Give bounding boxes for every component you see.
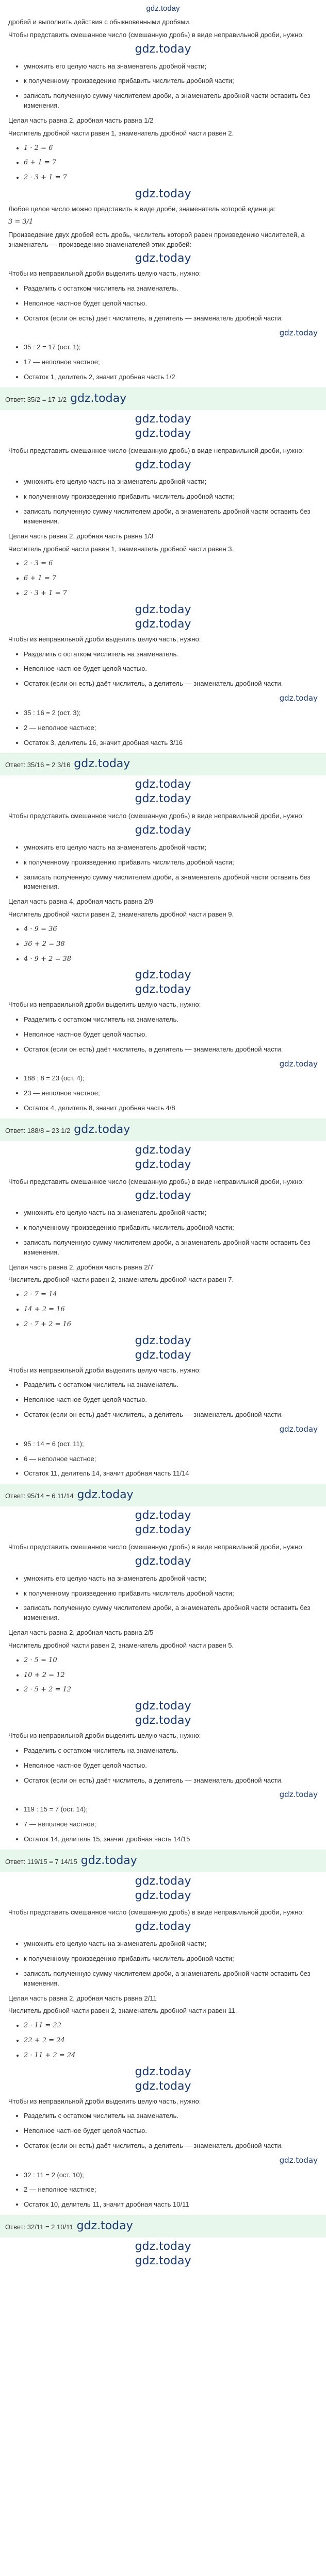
calc-steps: [8, 2021, 318, 2061]
watermark-line: [8, 2253, 318, 2269]
division-step: • 6 — неполное частное;: [24, 1454, 318, 1464]
division-step: • 2 — неполное частное;: [24, 2185, 318, 2195]
answer-box: [0, 1118, 326, 1141]
watermark-line: [8, 1713, 318, 1729]
extract-step: • Остаток (если он есть) даёт числитель, а делитель — знаменатель дробной части.: [24, 2141, 318, 2151]
watermark: gdz.today: [70, 1123, 131, 1136]
watermark: gdz.today: [135, 792, 191, 806]
watermark-line: [8, 2155, 318, 2166]
watermark-line: [8, 186, 318, 202]
watermark-line: [8, 1522, 318, 1538]
section-block: [5, 1908, 318, 2269]
section-block: [5, 446, 318, 807]
watermark-line: [8, 1347, 318, 1364]
watermark: gdz.today: [135, 969, 191, 982]
calc-step: • 36 + 2 = 38: [24, 940, 318, 950]
division-step: • 7 — неполное частное;: [24, 1820, 318, 1829]
watermark: gdz.today: [135, 1509, 191, 1522]
extract-step: • Разделить с остатком числитель на знаменатель.: [24, 1380, 318, 1390]
watermark-line: [8, 693, 318, 704]
watermark-line: [8, 2078, 318, 2095]
watermark: gdz.today: [135, 412, 191, 426]
watermark-line: [8, 1424, 318, 1435]
extract-intro: Чтобы из неправильной дроби выделить целую часть, нужно:: [8, 635, 201, 643]
rule-step: • умножить его целую часть на знаменатель дробной части;: [24, 62, 318, 72]
extract-step: • Остаток (если он есть) даёт числитель, а делитель — знаменатель дробной части.: [24, 314, 318, 324]
watermark: gdz.today: [135, 778, 191, 791]
rule-step: • к полученному произведению прибавить числитель дробной части;: [24, 858, 318, 868]
watermark: gdz.today: [73, 1488, 134, 1502]
fraction-parts: Числитель дробной части равен 1, знаменатель дробной части равен 3.: [8, 545, 234, 553]
rule-steps: [8, 1939, 318, 1988]
calc-step: • 1 · 2 = 6: [24, 144, 318, 154]
watermark: gdz.today: [135, 458, 191, 471]
division-steps: [8, 2171, 318, 2210]
top-watermark: gdz.today: [146, 4, 180, 13]
watermark: gdz.today: [279, 2155, 318, 2165]
rule-step: • к полученному произведению прибавить числитель дробной части;: [24, 492, 318, 502]
conversion-equation: 3 = 3/1: [8, 217, 34, 226]
rule-steps: [8, 1208, 318, 1257]
answer-box: [0, 387, 326, 410]
extract-step: • Разделить с остатком числитель на знаменатель.: [24, 650, 318, 659]
extract-step: • Разделить с остатком числитель на знаменатель.: [24, 1015, 318, 1025]
watermark-line: [8, 822, 318, 839]
answer-box: [0, 2215, 326, 2238]
division-step: • 23 — неполное частное;: [24, 1089, 318, 1098]
extract-step: • Разделить с остатком числитель на знаменатель.: [24, 284, 318, 294]
calc-steps: [8, 925, 318, 964]
watermark: gdz.today: [135, 1334, 191, 1347]
extract-intro: Чтобы из неправильной дроби выделить целую часть, нужно:: [8, 2097, 201, 2105]
division-step: • Остаток 1, делитель 2, значит дробная часть 1/2: [24, 372, 318, 382]
watermark: gdz.today: [135, 1143, 191, 1157]
rule-steps: [8, 477, 318, 526]
division-step: • Остаток 3, делитель 16, значит дробная часть 3/16: [24, 738, 318, 748]
rule-step: • умножить его целую часть на знаменатель дробной части;: [24, 843, 318, 853]
rule-step: • к полученному произведению прибавить числитель дробной части;: [24, 76, 318, 86]
section-block: [5, 1177, 318, 1538]
division-step: • 35 : 2 = 17 (ост. 1);: [24, 343, 318, 352]
watermark: gdz.today: [135, 1920, 191, 1934]
extract-step: • Остаток (если он есть) даёт числитель, а делитель — знаменатель дробной части.: [24, 1776, 318, 1786]
section-block: [5, 30, 318, 442]
section-block: [5, 1543, 318, 1904]
watermark: gdz.today: [77, 1854, 137, 1867]
watermark-line: [8, 1888, 318, 1904]
extract-steps: [8, 1380, 318, 1420]
watermark: gdz.today: [135, 427, 191, 440]
calc-step: • 2 · 3 + 1 = 7: [24, 173, 318, 183]
extract-step: • Остаток (если он есть) даёт числитель, а делитель — знаменатель дробной части.: [24, 679, 318, 689]
extract-steps: [8, 2111, 318, 2151]
extract-step: • Неполное частное будет целой частью.: [24, 1030, 318, 1040]
calc-step: • 4 · 9 + 2 = 38: [24, 955, 318, 964]
answer-text: Ответ: 188/8 = 23 1/2: [5, 1126, 71, 1134]
watermark-line: [8, 1188, 318, 1204]
watermark: gdz.today: [279, 1425, 318, 1434]
mixed-description: Целая часть равна 2, дробная часть равна 2/11: [8, 1994, 157, 2002]
watermark: gdz.today: [135, 1554, 191, 1568]
watermark: gdz.today: [135, 1158, 191, 1171]
rule-steps: [8, 1574, 318, 1623]
watermark: gdz.today: [135, 1189, 191, 1202]
watermark: gdz.today: [135, 2254, 191, 2267]
watermark-line: [8, 457, 318, 473]
intro-text: дробей и выполнить действия с обыкновенными дробями.: [8, 18, 191, 26]
fraction-parts: Числитель дробной части равен 1, знаменатель дробной части равен 2.: [8, 129, 234, 137]
watermark: gdz.today: [135, 252, 191, 265]
watermark: gdz.today: [279, 328, 318, 337]
rule-intro: Чтобы представить смешанное число (смешанную дробь) в виде неправильной дроби, нужно:: [8, 30, 304, 39]
rule-step: • записать полученную сумму числителем дроби, а знаменатель дробной части оставить без изменения.: [24, 91, 318, 111]
rule-step: • записать полученную сумму числителем дроби, а знаменатель дробной части оставить без изменения.: [24, 1603, 318, 1623]
watermark-line: [8, 791, 318, 807]
watermark: gdz.today: [135, 188, 191, 201]
watermark: gdz.today: [73, 2219, 133, 2233]
watermark: gdz.today: [279, 1790, 318, 1800]
rule-step: • записать полученную сумму числителем дроби, а знаменатель дробной части оставить без изменения.: [24, 507, 318, 527]
extract-step: • Неполное частное будет целой частью.: [24, 1761, 318, 1771]
watermark: gdz.today: [135, 1874, 191, 1888]
watermark: gdz.today: [135, 2079, 191, 2093]
division-step: • Остаток 14, делитель 15, значит дробная часть 14/15: [24, 1835, 318, 1844]
division-step: • 17 — неполное частное;: [24, 358, 318, 367]
division-steps: [8, 343, 318, 382]
extract-intro: Чтобы из неправильной дроби выделить целую часть, нужно:: [8, 1732, 201, 1740]
calc-steps: [8, 1656, 318, 1696]
rule-step: • записать полученную сумму числителем дроби, а знаменатель дробной части оставить без изменения.: [24, 1969, 318, 1989]
division-step: • 32 : 11 = 2 (ост. 10);: [24, 2171, 318, 2180]
watermark: gdz.today: [135, 1700, 191, 1713]
mixed-description: Целая часть равна 4, дробная часть равна 2/9: [8, 897, 154, 906]
extract-step: • Остаток (если он есть) даёт числитель, а делитель — знаменатель дробной части.: [24, 1045, 318, 1055]
answer-text: Ответ: 35/16 = 2 3/16: [5, 761, 71, 769]
extract-steps: [8, 650, 318, 689]
section-block: [5, 811, 318, 1173]
calc-step: • 2 · 11 = 22: [24, 2021, 318, 2031]
extract-step: • Разделить с остатком числитель на знаменатель.: [24, 2111, 318, 2121]
rule-steps: [8, 843, 318, 892]
watermark: gdz.today: [135, 1348, 191, 1362]
answer-box: [0, 753, 326, 775]
extract-step: • Разделить с остатком числитель на знаменатель.: [24, 1746, 318, 1756]
watermark: gdz.today: [279, 1059, 318, 1069]
rule-intro: Чтобы представить смешанное число (смешанную дробь) в виде неправильной дроби, нужно:: [8, 812, 304, 820]
sections-container: [5, 30, 318, 2269]
watermark-line: [8, 426, 318, 442]
rule-steps: [8, 62, 318, 111]
answer-text: Ответ: 119/15 = 7 14/15: [5, 1857, 77, 1866]
division-step: • 188 : 8 = 23 (ост. 4);: [24, 1074, 318, 1083]
extract-step: • Неполное частное будет целой частью.: [24, 664, 318, 674]
watermark-line: [8, 1157, 318, 1173]
watermark: gdz.today: [135, 1714, 191, 1727]
watermark: gdz.today: [67, 392, 127, 405]
fraction-parts: Числитель дробной части равен 2, знаменатель дробной части равен 11.: [8, 2007, 237, 2015]
calc-step: • 2 · 3 + 1 = 7: [24, 589, 318, 599]
watermark-line: [8, 1553, 318, 1570]
calc-step: • 14 + 2 = 16: [24, 1305, 318, 1315]
watermark: gdz.today: [135, 42, 191, 56]
extract-steps: [8, 1746, 318, 1786]
division-step: • 95 : 14 = 6 (ост. 11);: [24, 1439, 318, 1449]
calc-step: • 4 · 9 = 36: [24, 925, 318, 935]
extract-step: • Неполное частное будет целой частью.: [24, 2126, 318, 2136]
division-step: • Остаток 11, делитель 14, значит дробная часть 11/14: [24, 1469, 318, 1479]
fraction-parts: Числитель дробной части равен 2, знаменатель дробной части равен 7.: [8, 1276, 234, 1284]
rule-intro: Чтобы представить смешанное число (смешанную дробь) в виде неправильной дроби, нужно:: [8, 446, 304, 454]
watermark-line: [8, 616, 318, 633]
rule-intro: Чтобы представить смешанное число (смешанную дробь) в виде неправильной дроби, нужно:: [8, 1908, 304, 1917]
calc-step: • 10 + 2 = 12: [24, 1671, 318, 1681]
extract-intro: Чтобы из неправильной дроби выделить целую часть, нужно:: [8, 269, 201, 278]
watermark: gdz.today: [135, 603, 191, 616]
watermark: gdz.today: [135, 983, 191, 996]
calc-steps: [8, 559, 318, 599]
watermark-line: [8, 1059, 318, 1070]
rule-step: • умножить его целую часть на знаменатель дробной части;: [24, 1208, 318, 1218]
watermark: gdz.today: [135, 1889, 191, 1902]
rule-intro: Чтобы представить смешанное число (смешанную дробь) в виде неправильной дроби, нужно:: [8, 1177, 304, 1185]
rule-step: • умножить его целую часть на знаменатель дробной части;: [24, 1574, 318, 1584]
watermark: gdz.today: [135, 617, 191, 631]
extract-step: • Неполное частное будет целой частью.: [24, 299, 318, 309]
watermark: gdz.today: [279, 693, 318, 703]
conversion-rule: Любое целое число можно представить в виде дроби, знаменатель которой единица:: [8, 205, 276, 213]
calc-step: • 6 + 1 = 7: [24, 574, 318, 584]
calc-step: • 2 · 11 + 2 = 24: [24, 2051, 318, 2061]
watermark-line: [8, 41, 318, 58]
division-step: • Остаток 10, делитель 11, значит дробная часть 10/11: [24, 2200, 318, 2210]
rule-step: • умножить его целую часть на знаменатель дробной части;: [24, 1939, 318, 1949]
watermark: gdz.today: [135, 1523, 191, 1537]
watermark-line: [8, 1789, 318, 1801]
watermark: gdz.today: [70, 757, 131, 771]
calc-step: • 6 + 1 = 7: [24, 158, 318, 168]
rule-intro: Чтобы представить смешанное число (смешанную дробь) в виде неправильной дроби, нужно:: [8, 1543, 304, 1551]
answer-box: [0, 1484, 326, 1506]
multiplication-rule: Произведение двух дробей есть дробь, числитель которой равен произведению числителей, а знаменатель — произведению знаменателей этих дробей:: [8, 230, 305, 248]
division-steps: [8, 1439, 318, 1479]
rule-step: • к полученному произведению прибавить числитель дробной части;: [24, 1954, 318, 1964]
fraction-parts: Числитель дробной части равен 2, знаменатель дробной части равен 5.: [8, 1641, 234, 1649]
calc-steps: [8, 1290, 318, 1330]
extract-steps: [8, 1015, 318, 1055]
calc-step: • 2 · 3 = 6: [24, 559, 318, 569]
division-steps: [8, 708, 318, 748]
calc-step: • 2 · 7 + 2 = 16: [24, 1320, 318, 1330]
mixed-description: Целая часть равна 2, дробная часть равна 2/5: [8, 1629, 154, 1637]
answer-box: [0, 1850, 326, 1872]
answer-text: Ответ: 95/14 = 6 11/14: [5, 1492, 74, 1500]
rule-step: • записать полученную сумму числителем дроби, а знаменатель дробной части оставить без изменения.: [24, 873, 318, 892]
rule-step: • к полученному произведению прибавить числитель дробной части;: [24, 1589, 318, 1599]
calc-step: • 22 + 2 = 24: [24, 2036, 318, 2046]
answer-text: Ответ: 35/2 = 17 1/2: [5, 395, 67, 403]
rule-step: • записать полученную сумму числителем дроби, а знаменатель дробной части оставить без изменения.: [24, 1238, 318, 1258]
calc-step: • 2 · 7 = 14: [24, 1290, 318, 1300]
extract-intro: Чтобы из неправильной дроби выделить целую часть, нужно:: [8, 1366, 201, 1374]
watermark: gdz.today: [135, 2240, 191, 2253]
division-steps: [8, 1074, 318, 1113]
extract-steps: [8, 284, 318, 324]
mixed-description: Целая часть равна 2, дробная часть равна 1/2: [8, 116, 154, 124]
extract-step: • Неполное частное будет целой частью.: [24, 1395, 318, 1405]
mixed-description: Целая часть равна 2, дробная часть равна 1/3: [8, 532, 154, 540]
rule-step: • умножить его целую часть на знаменатель дробной части;: [24, 477, 318, 487]
division-steps: [8, 1805, 318, 1844]
watermark-line: [8, 328, 318, 339]
calc-step: • 2 · 5 = 10: [24, 1656, 318, 1666]
extract-intro: Чтобы из неправильной дроби выделить целую часть, нужно:: [8, 1001, 201, 1009]
division-step: • Остаток 4, делитель 8, значит дробная часть 4/8: [24, 1104, 318, 1113]
mixed-description: Целая часть равна 2, дробная часть равна 2/7: [8, 1263, 154, 1271]
rule-step: • к полученному произведению прибавить числитель дробной части;: [24, 1223, 318, 1233]
watermark-line: [8, 250, 318, 267]
division-step: • 2 — неполное частное;: [24, 723, 318, 733]
calc-step: • 2 · 5 + 2 = 12: [24, 1685, 318, 1695]
watermark: gdz.today: [135, 2065, 191, 2078]
calc-steps: [8, 144, 318, 183]
watermark-line: [8, 1919, 318, 1935]
watermark: gdz.today: [135, 823, 191, 837]
watermark-line: [8, 981, 318, 998]
answer-text: Ответ: 32/11 = 2 10/11: [5, 2223, 73, 2231]
extract-step: • Остаток (если он есть) даёт числитель, а делитель — знаменатель дробной части.: [24, 1410, 318, 1420]
fraction-parts: Числитель дробной части равен 2, знаменатель дробной части равен 9.: [8, 910, 234, 919]
division-step: • 35 : 16 = 2 (ост. 3);: [24, 708, 318, 718]
division-step: • 119 : 15 = 7 (ост. 14);: [24, 1805, 318, 1815]
